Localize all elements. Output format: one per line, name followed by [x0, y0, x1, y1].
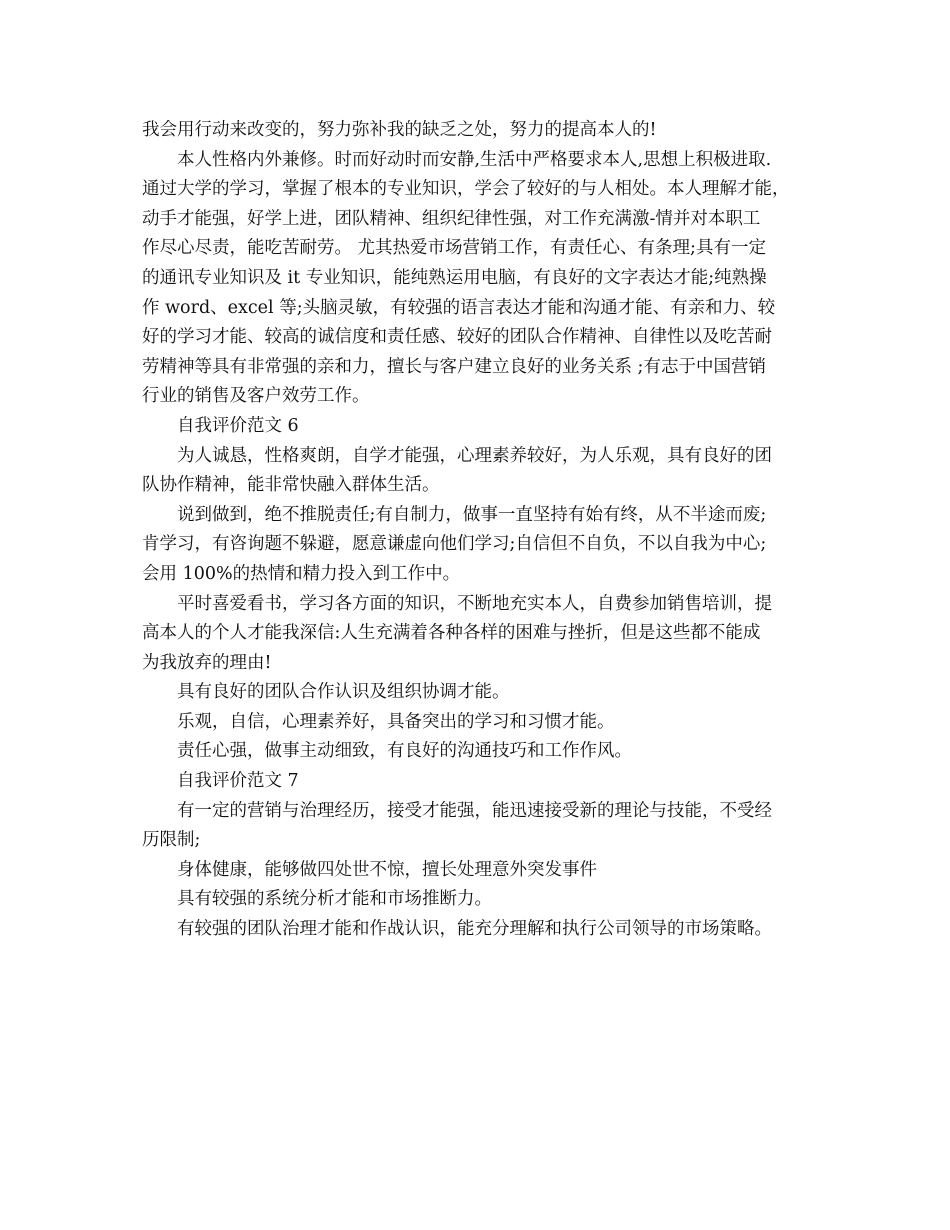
text-line: 有一定的营销与治理经历，接受才能强，能迅速接受新的理论与技能，不受经	[177, 800, 772, 821]
text-line: 说到做到，绝不推脱责任;有自制力，做事一直坚持有始有终，从不半途而废;	[177, 504, 767, 525]
text-line: 责任心强，做事主动细致，有良好的沟通技巧和工作作风。	[177, 741, 632, 762]
text-line: 队协作精神，能非常快融入群体生活。	[142, 475, 440, 496]
text-line: 有较强的团队治理才能和作战认识，能充分理解和执行公司领导的市场策略。	[177, 919, 772, 940]
text-line: 作尽心尽责，能吃苦耐劳。 尤其热爱市场营销工作，有责任心、有条理;具有一定	[142, 238, 766, 259]
text-line: 肯学习，有咨询题不躲避，愿意谦虚向他们学习;自信但不自负，不以自我为中心;	[142, 534, 767, 555]
text-line: 自我评价范文 6	[177, 415, 299, 436]
text-line: 通过大学的学习，掌握了根本的专业知识，学会了较好的与人相处。本人理解才能，	[142, 179, 790, 200]
text-line: 为人诚恳，性格爽朗，自学才能强，心理素养较好，为人乐观，具有良好的团	[177, 445, 772, 466]
text-line: 为我放弃的理由!	[142, 652, 272, 673]
text-line: 身体健康，能够做四处世不惊，擅长处理意外突发事件	[177, 859, 597, 880]
text-line: 自我评价范文 7	[177, 771, 299, 792]
text-line: 具有良好的团队合作认识及组织协调才能。	[177, 682, 510, 703]
text-line: 乐观，自信，心理素养好，具备突出的学习和习惯才能。	[177, 711, 615, 732]
text-line: 动手才能强，好学上进，团队精神、组织纪律性强，对工作充满激-情并对本职工	[142, 208, 761, 229]
text-line: 高本人的个人才能我深信:人生充满着各种各样的困难与挫折，但是这些都不能成	[142, 623, 761, 644]
text-line: 历限制;	[142, 830, 201, 851]
text-line: 我会用行动来改变的，努力弥补我的缺乏之处，努力的提高本人的!	[142, 120, 657, 140]
text-line: 具有较强的系统分析才能和市场推断力。	[177, 889, 492, 910]
document-body	[142, 116, 820, 945]
text-line: 作 word、excel 等;头脑灵敏，有较强的语言表达才能和沟通才能、有亲和力、较	[142, 297, 776, 318]
text-line: 行业的销售及客户效劳工作。	[142, 386, 370, 407]
text-line: 会用 100%的热情和精力投入到工作中。	[142, 563, 461, 584]
text-line: 好的学习才能、较高的诚信度和责任感、较好的团队合作精神、自律性以及吃苦耐	[142, 327, 772, 348]
text-line: 本人性格内外兼修。时而好动时而安静,生活中严格要求本人,思想上积极进取.	[177, 149, 772, 170]
text-line: 的通讯专业知识及 it 专业知识，能纯熟运用电脑，有良好的文字表达才能;纯熟操	[142, 267, 767, 288]
text-line: 平时喜爱看书，学习各方面的知识，不断地充实本人，自费参加销售培训，提	[177, 593, 772, 614]
text-line: 劳精神等具有非常强的亲和力，擅长与客户建立良好的业务关系 ;有志于中国营销	[142, 356, 766, 377]
